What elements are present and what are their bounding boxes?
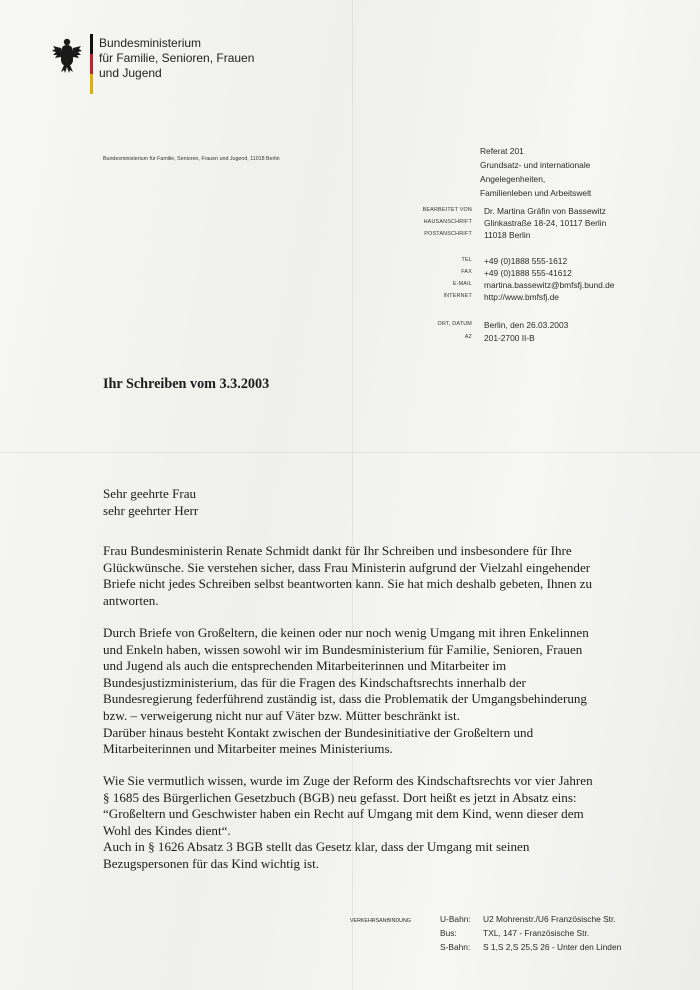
transport-lines: S 1,S 2,S 25,S 26 - Unter den Linden [483,942,622,952]
contact-label: ORT, DATUM [437,321,472,327]
paper-fold [0,452,700,453]
federal-eagle-icon [52,36,82,74]
ministry-name: Bundesministerium für Familie, Senioren, Frauen und Jugend [99,36,255,80]
contact-label: POSTANSCHRIFT [424,231,472,237]
letter-date: Berlin, den 26.03.2003 [484,320,569,330]
contact-label: HAUSANSCHRIFT [423,219,472,225]
contact-value: Glinkastraße 18-24, 10117 Berlin [484,218,607,228]
transport-label: VERKEHRSANBINDUNG [350,918,411,924]
transport-mode: Bus: [440,928,457,938]
flag-bar [90,34,93,94]
transport-mode: S-Bahn: [440,942,471,952]
subject-line: Ihr Schreiben vom 3.3.2003 [103,376,270,392]
contact-value: martina.bassewitz@bmfsfj.bund.de [484,280,615,290]
contact-value: +49 (0)1888 555-1612 [484,256,568,266]
transport-lines: TXL, 147 - Französische Str. [483,928,590,938]
contact-value: 11018 Berlin [484,230,531,240]
contact-label: AZ [464,334,472,340]
contact-label: INTERNET [443,293,472,299]
contact-label: BEARBEITET VON [422,207,472,213]
transport-lines: U2 Mohrenstr./U6 Französische Str. [483,914,616,924]
paragraph-law: Wie Sie vermutlich wissen, wurde im Zuge der Reform des Kindschaftsrechts vor vier Jahren § 1685 des Bürgerlichen Gesetzbuch (BGB) neu gefasst. Dort heißt es jetzt in Absatz eins: “Großeltern und Geschwister haben ein Recht auf Umgang mit dem Kind, wenn dieser dem Wohl des Kindes dient“. Auch in § 1626 Absatz 3 BGB stellt das Gesetz klar, dass der Umgang mit seinen Bezugspersonen für das Kind wichtig ist. [103,773,593,871]
sender-address-line: Bundesministerium für Familie, Senioren, Frauen und Jugend, 11018 Berlin [103,156,280,162]
contact-value: http://www.bmfsfj.de [484,292,559,302]
department-block: Referat 201 Grundsatz- und internationale Angelegenheiten, Familienleben und Arbeitswelt [480,146,592,198]
transport-mode: U-Bahn: [440,914,471,924]
contact-value: Dr. Martina Gräfin von Bassewitz [484,206,606,216]
reference-number: 201-2700 II-B [484,333,535,343]
salutation: Sehr geehrte Frau sehr geehrter Herr [103,486,199,518]
paragraph-grandparents: Durch Briefe von Großeltern, die keinen oder nur noch wenig Umgang mit ihren Enkelinnen und Enkeln haben, wissen sowohl wir im Bundesministerium für Familie, Senioren, Frauen und Jugend als auch die entsprechenden Mitarbeiterinnen und Mitarbeiter im Bundesjustizministerium, das für die Fragen des Kindschaftsrechts innerhalb der Bundesregierung federführend zuständig ist, dass die Problematik der Umgangsbehinderung bzw. – verweigerung nicht nur auf Väter bzw. Mütter beschränkt ist. Darüber hinaus besteht Kontakt zwischen der Bundesinitiative der Großeltern und Mitarbeiterinnen und Mitarbeiter meines Ministeriums. [103,625,589,757]
contact-label: E-MAIL [452,281,472,287]
contact-label: FAX [461,269,472,275]
paragraph-thanks: Frau Bundesministerin Renate Schmidt dankt für Ihr Schreiben und insbesondere für Ihre Glückwünsche. Sie verstehen sicher, dass Frau Ministerin aufgrund der Vielzahl eingehender Briefe nicht jedes Schreiben selbst beantworten kann. Sie hat mich deshalb gebeten, Ihnen zu antworten. [103,543,593,608]
contact-value: +49 (0)1888 555-41612 [484,268,572,278]
contact-label: TEL [461,257,472,263]
